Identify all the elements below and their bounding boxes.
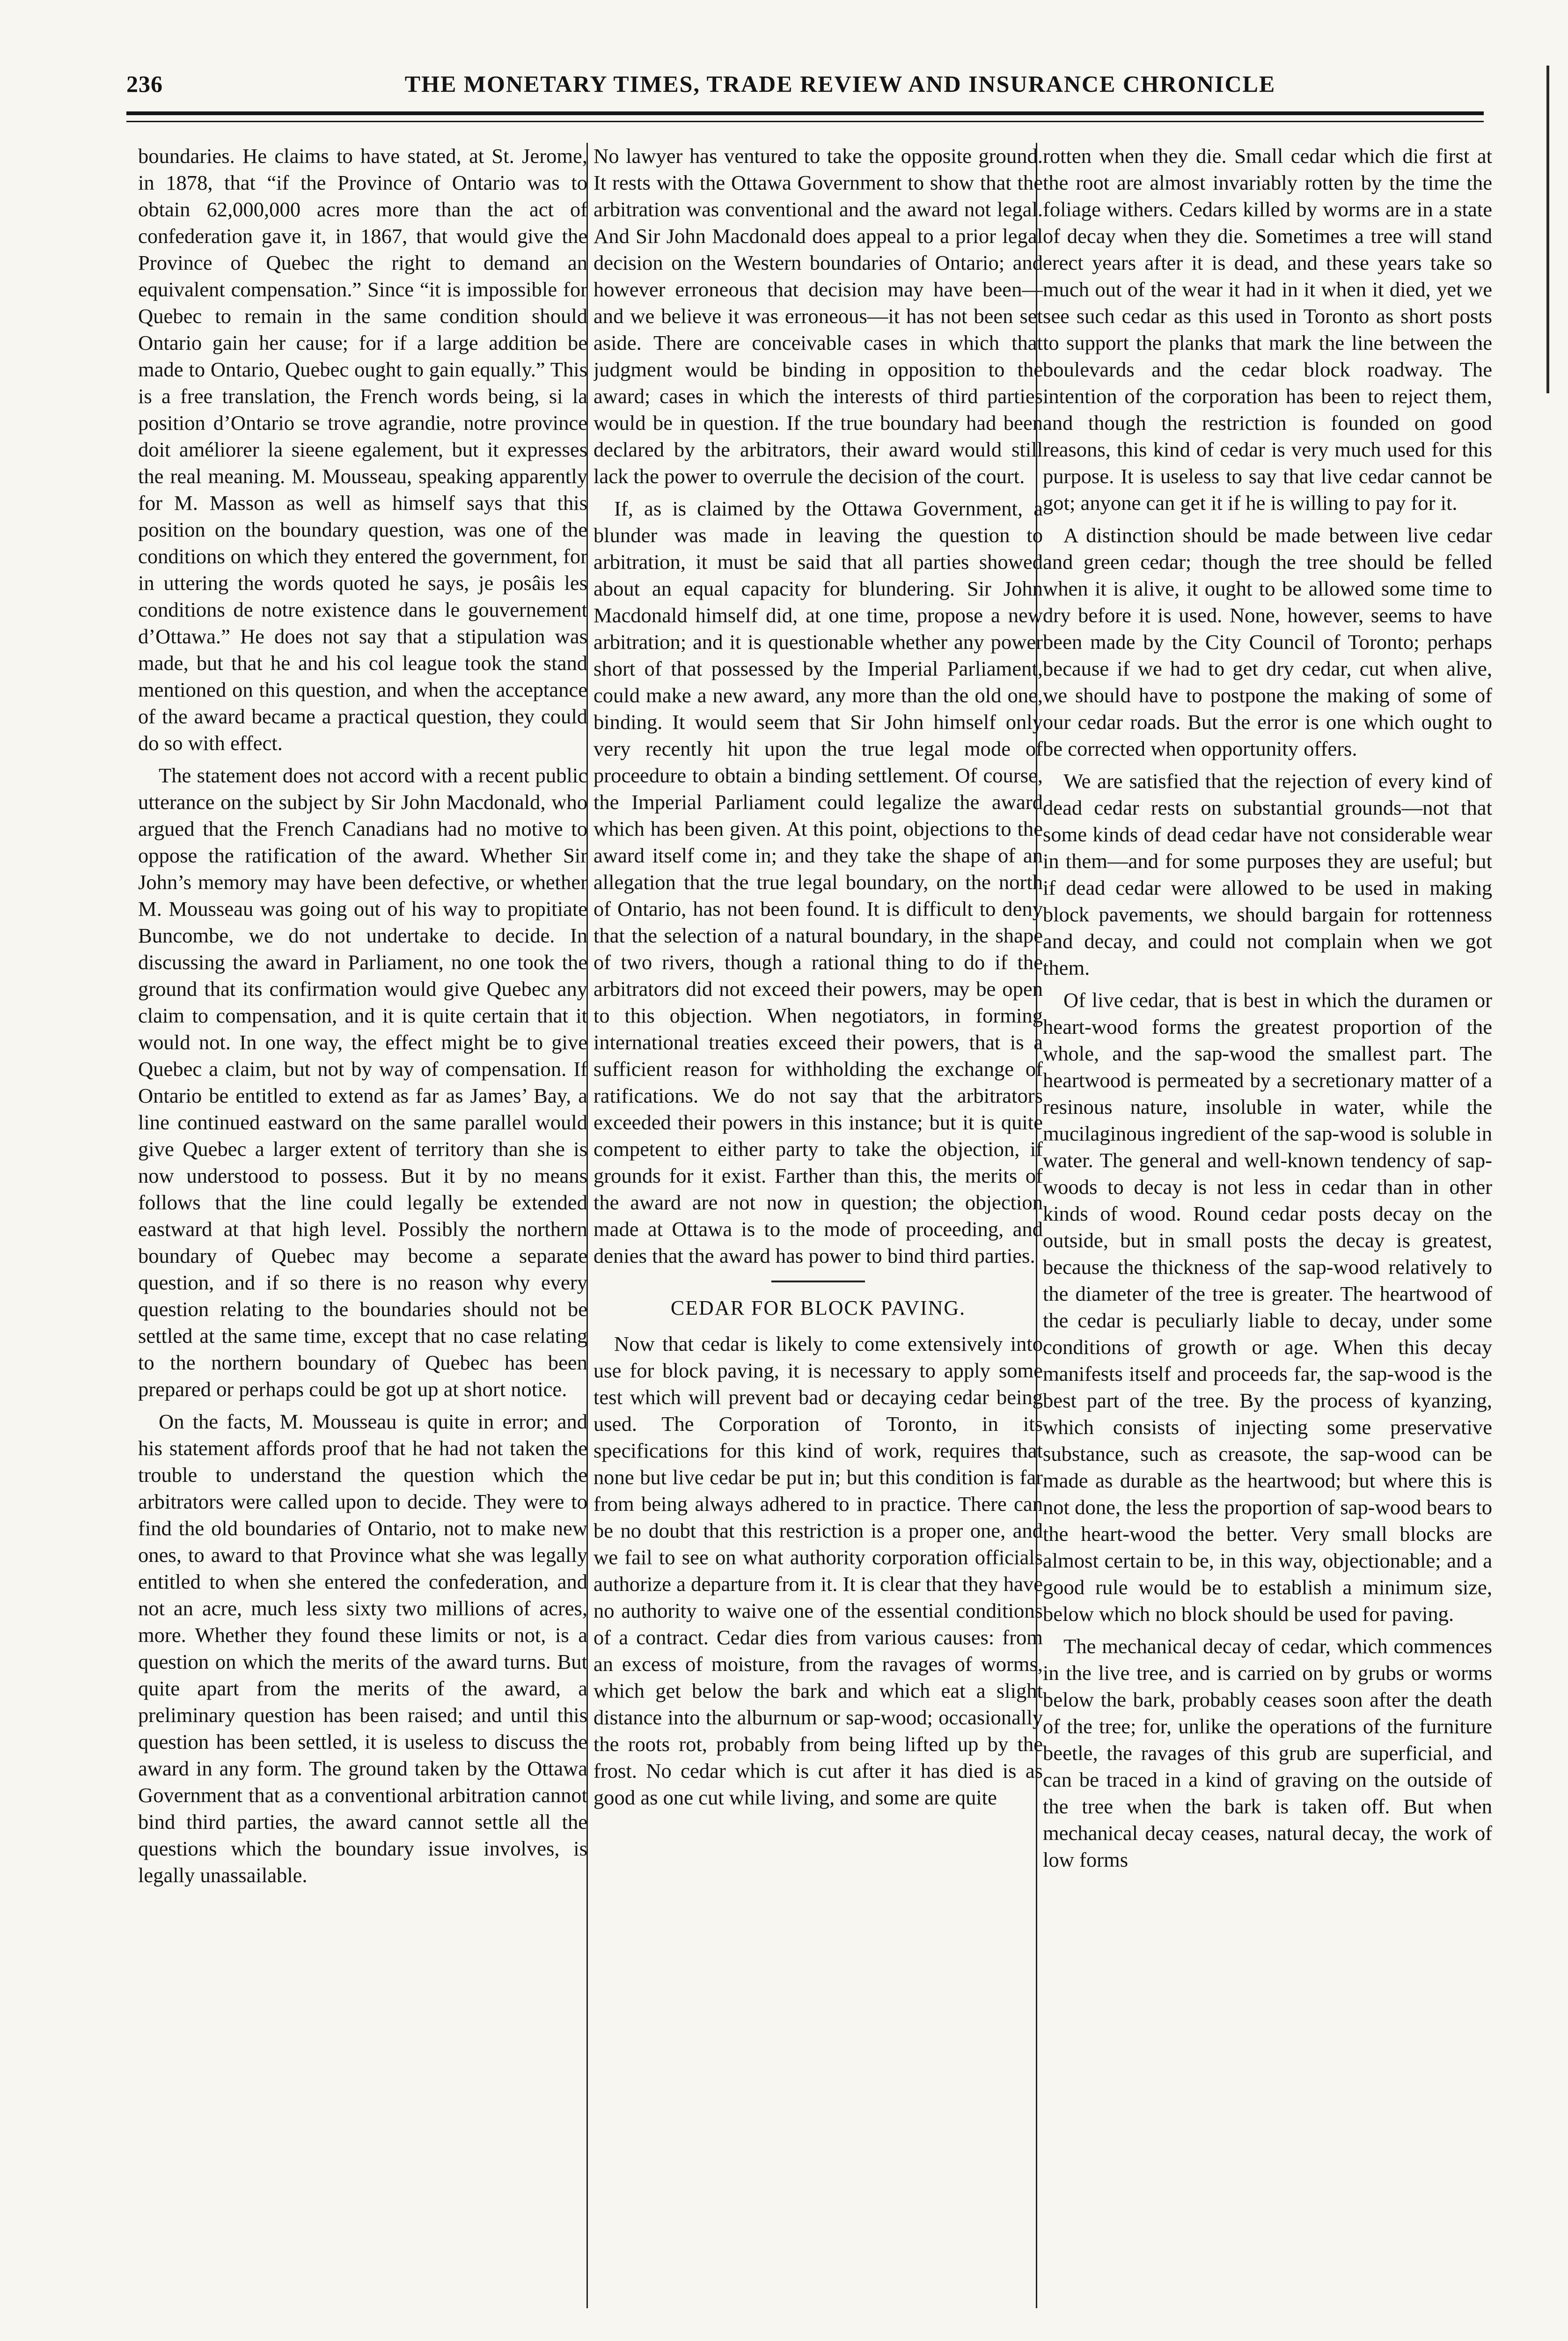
page-number: 236	[126, 71, 163, 97]
col2-paragraph-2: If, as is claimed by the Ottawa Government, a blunder was made in leaving the question to arbitration, it must be said that all parties showed about an equal capacity for blundering. Sir John Macdonald himself did, at one time, propose a new arbitration; and it is questionable whether any power short of that possessed by the Imperial Parliament, could make a new award, any more than the old one, binding. It would seem that Sir John himself only very recently hit upon the true legal mode of proceedure to obtain a binding settlement. Of course, the Imperial Parliament could legalize the award which has been given. At this point, objections to the award itself come in; and they take the shape of an allegation that the true legal boundary, on the north of Ontario, has not been found. It is difficult to deny that the selection of a natural boundary, in the shape of two rivers, though a rational thing to do if the arbitrators did not exceed their powers, may be open to this objection. When negotiators, in forming international treaties exceed their powers, that is a sufficient reason for withholding the exchange of ratifications. We do not say that the arbitrators exceeded their powers in this instance; but it is quite competent to either party to take the objection, if grounds for it exist. Farther than this, the merits of the award are not now in question; the objection made at Ottawa is to the mode of proceeding, and denies that the award has power to bind third parties.	[593, 497, 1043, 1267]
col3-paragraph-1: rotten when they die. Small cedar which die first at the root are almost invariably rotten by the time the foliage withers. Cedars killed by worms are in a state of decay when they die. Sometimes a tree will stand erect years after it is dead, and these years take so much out of the wear it had in it when it died, yet we see such cedar as this used in Toronto as short posts to support the planks that mark the line between the boulevards and the cedar block roadway. The intention of the corporation has been to reject them, and though the restriction is founded on good reasons, this kind of cedar is very much used for this purpose. It is useless to say that live cedar cannot be got; anyone can get it if he is willing to pay for it.	[1043, 144, 1492, 515]
margin-mark	[1546, 66, 1549, 393]
header-rule-thin	[126, 121, 1484, 122]
header-rule-thick	[126, 111, 1484, 115]
col3-paragraph-4: Of live cedar, that is best in which the duramen or heart-wood forms the greatest proportion of the whole, and the sap-wood the smallest part. The heartwood is permeated by a secretionary matter of a resinous nature, insoluble in water, while the mucilaginous ingredient of the sap-wood is soluble in water. The general and well-known tendency of sap-woods to decay is not less in cedar than in other kinds of wood. Round cedar posts decay on the outside, but in small posts the decay is greatest, because the thickness of the sap-wood relatively to the diameter of the tree is greater. The heartwood of the cedar is peculiarly liable to decay, under some conditions of growth or age. When this decay manifests itself and proceeds far, the sap-wood is the best part of the tree. By the process of kyanzing, which consists of injecting some preservative substance, such as creasote, the sap-wood can be made as durable as the heartwood; but where this is not done, the less the proportion of sap-wood bears to the heart-wood the better. Very small blocks are almost certain to be, in this way, objectionable; and a good rule would be to establish a minimum size, below which no block should be used for paving.	[1043, 988, 1492, 1626]
col3-paragraph-2: A distinction should be made between live cedar and green cedar; though the tree should be felled when it is alive, it ought to be allowed some time to dry before it is used. None, however, seems to have been made by the City Council of Toronto; perhaps because if we had to get dry cedar, cut when alive, we should have to postpone the making of some of our cedar roads. But the error is one which ought to be corrected when opportunity offers.	[1043, 523, 1492, 760]
column-3	[1043, 143, 1492, 2308]
col1-paragraph-3: On the facts, M. Mousseau is quite in error; and his statement affords proof that he had not taken the trouble to understand the question which the arbitrators were called upon to decide. They were to find the old boundaries of Ontario, not to make new ones, to award to that Province what she was legally entitled to when she entered the confederation, and not an acre, much less sixty two millions of acres, more. Whether they found these limits or not, is a question on which the merits of the award turns. But quite apart from the merits of the award, a preliminary question has been raised; and until this question has been settled, it is useless to discuss the award in any form. The ground taken by the Ottawa Government that as a conventional arbitration cannot bind third parties, the award cannot settle all the questions which the boundary issue involves, is legally unassailable.	[138, 1410, 587, 1887]
col3-paragraph-5: The mechanical decay of cedar, which commences in the live tree, and is carried on by grubs or worms below the bark, probably ceases soon after the death of the tree; for, unlike the operations of the furniture beetle, the ravages of this grub are superficial, and can be traced in a kind of graving on the outside of the tree when the bark is taken off. But when mechanical decay ceases, natural decay, the work of low forms	[1043, 1634, 1492, 1871]
col1-paragraph-1: boundaries. He claims to have stated, at St. Jerome, in 1878, that “if the Province of Ontario was to obtain 62,000,000 acres more than the act of confederation gave it, in 1867, that would give the Province of Quebec the right to demand an equivalent compensation.” Since “it is impossible for Quebec to remain in the same condition should Ontario gain her cause; for if a large addition be made to Ontario, Quebec ought to gain equally.” This is a free translation, the French words being, si la position d’Ontario se trove agrandie, notre province doit améliorer la sieene egalement, but it expresses the real meaning. M. Mousseau, speaking apparently for M. Masson as well as himself says that this position on the boundary question, was one of the conditions on which they entered the government, for in uttering the words quoted he says, je posâis les conditions de notre existence dans le gouvernement d’Ottawa.” He does not say that a stipulation was made, but that he and his col league took the stand mentioned on this question, and when the acceptance of the award became a practical question, they could do so with effect.	[138, 144, 587, 755]
page-header	[126, 70, 1484, 108]
section-divider	[771, 1281, 865, 1282]
column-2	[593, 143, 1043, 2308]
col2-paragraph-1: No lawyer has ventured to take the opposite ground. It rests with the Ottawa Government to show that the arbitration was conventional and the award not legal. And Sir John Macdonald does appeal to a prior legal decision on the Western boundaries of Ontario; and however erroneous that decision may have been—and we believe it was erroneous—it has not been set aside. There are conceivable cases in which that judgment would be binding in opposition to the award; cases in which the interests of third parties would be in question. If the true boundary had been declared by the arbitrators, their award would still lack the power to overrule the decision of the court.	[593, 144, 1043, 488]
col1-paragraph-2: The statement does not accord with a recent public utterance on the subject by Sir John Macdonald, who argued that the French Canadians had no motive to oppose the ratification of the award. Whether Sir John’s memory may have been defective, or whether M. Mousseau was going out of his way to propitiate Buncombe, we do not undertake to decide. In discussing the award in Parliament, no one took the ground that its confirmation would give Quebec any claim to compensation, and it is quite certain that it would not. In one way, the effect might be to give Quebec a claim, but not by way of compensation. If Ontario be entitled to extend as far as James’ Bay, a line continued eastward on the same parallel would give Quebec a larger extent of territory than she is now understood to possess. But it by no means follows that the line could legally be extended eastward at that high level. Possibly the northern boundary of Quebec may become a separate question, and if so there is no reason why every question relating to the boundaries should not be settled at the same time, except that no case relating to the northern boundary of Quebec has been prepared or perhaps could be got up at short notice.	[138, 764, 587, 1401]
col3-paragraph-3: We are satisfied that the rejection of every kind of dead cedar rests on substantial grounds—not that some kinds of dead cedar have not considerable wear in them—and for some purposes they are useful; but if dead cedar were allowed to be used in making block pavements, we should bargain for rottenness and decay, and could not complain when we got them.	[1043, 769, 1492, 979]
section-title: CEDAR FOR BLOCK PAVING.	[670, 1296, 966, 1319]
running-title: THE MONETARY TIMES, TRADE REVIEW AND INSURANCE CHRONICLE	[404, 71, 1276, 97]
col2-paragraph-3: Now that cedar is likely to come extensively into use for block paving, it is necessary to apply some test which will prevent bad or decaying cedar being used. The Corporation of Toronto, in its specifications for this kind of work, requires that none but live cedar be put in; but this condition is far from being always adhered to in practice. There can be no doubt that this restriction is a proper one, and we fail to see on what authority corporation officials authorize a departure from it. It is clear that they have no authority to waive one of the essential conditions of a contract. Cedar dies from various causes: from an excess of moisture, from the ravages of worms, which get below the bark and which eat a slight distance into the alburnum or sap-wood; occasionally the roots rot, probably from being lifted up by the frost. No cedar which is cut after it has died is as good as one cut while living, and some are quite	[593, 1332, 1043, 1809]
column-1	[138, 143, 587, 2308]
